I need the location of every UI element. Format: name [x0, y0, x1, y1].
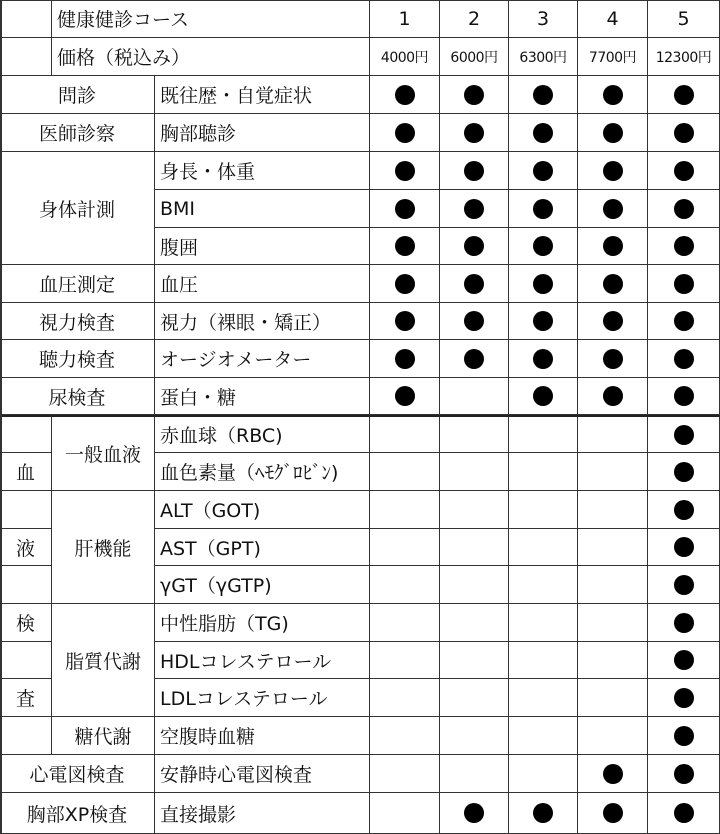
included-mark: [395, 236, 415, 256]
included-mark: [395, 386, 415, 406]
included-mark: [395, 311, 415, 331]
exam-item-3: 身長・体重: [155, 152, 370, 190]
mark-cell: [578, 152, 648, 190]
mark-cell: [578, 303, 648, 340]
mark-cell: [509, 529, 578, 566]
included-mark: [464, 349, 484, 369]
blood-label-char-2: 液: [0, 529, 52, 566]
mark-cell: [509, 114, 578, 152]
header-blank-2: [0, 38, 52, 76]
mark-cell: [370, 717, 440, 755]
exam-item-14: γGT（γGTP): [155, 566, 370, 604]
mark-cell: [440, 303, 509, 340]
mark-cell: [648, 303, 720, 340]
included-mark: [464, 85, 484, 105]
category-kanki: 肝機能: [52, 491, 155, 604]
included-mark: [533, 274, 553, 294]
mark-cell: [440, 378, 509, 415]
mark-cell: [370, 228, 440, 265]
mark-cell: [440, 114, 509, 152]
mark-cell: [370, 340, 440, 378]
mark-cell: [509, 642, 578, 679]
blood-label-char-3: 検: [0, 604, 52, 642]
mark-cell: [509, 566, 578, 604]
exam-item-10: 赤血球（RBC): [155, 415, 370, 453]
included-mark: [533, 199, 553, 219]
included-mark: [464, 161, 484, 181]
category-shishitsu: 脂質代謝: [52, 604, 155, 717]
mark-cell: [578, 378, 648, 415]
exam-item-9: 蛋白・糖: [155, 378, 370, 415]
included-mark: [603, 123, 623, 143]
included-mark: [395, 161, 415, 181]
mark-cell: [648, 76, 720, 114]
mark-cell: [370, 378, 440, 415]
mark-cell: [370, 114, 440, 152]
mark-cell: [509, 303, 578, 340]
category-choryoku: 聴力検査: [0, 340, 155, 378]
mark-cell: [370, 491, 440, 529]
mark-cell: [509, 679, 578, 717]
mark-cell: [370, 415, 440, 453]
mark-cell: [578, 190, 648, 228]
included-mark: [674, 613, 694, 633]
mark-cell: [648, 415, 720, 453]
mark-cell: [648, 190, 720, 228]
included-mark: [603, 803, 623, 823]
exam-item-11: 血色素量（ﾍﾓｸﾞﾛﾋﾞﾝ): [155, 453, 370, 491]
included-mark: [395, 349, 415, 369]
category-ketsuatsu: 血圧測定: [0, 265, 155, 303]
category-shintai: 身体計測: [0, 152, 155, 265]
included-mark: [674, 311, 694, 331]
mark-cell: [370, 755, 440, 793]
mark-cell: [648, 453, 720, 491]
included-mark: [603, 161, 623, 181]
included-mark: [395, 274, 415, 294]
included-mark: [395, 85, 415, 105]
mark-cell: [578, 566, 648, 604]
mark-cell: [648, 340, 720, 378]
included-mark: [464, 123, 484, 143]
mark-cell: [648, 566, 720, 604]
mark-cell: [440, 755, 509, 793]
mark-cell: [578, 604, 648, 642]
course-price-1: 4000円: [370, 38, 440, 76]
mark-cell: [509, 415, 578, 453]
mark-cell: [370, 265, 440, 303]
included-mark: [674, 764, 694, 784]
mark-cell: [509, 76, 578, 114]
included-mark: [674, 726, 694, 746]
included-mark: [395, 123, 415, 143]
mark-cell: [648, 679, 720, 717]
mark-cell: [648, 491, 720, 529]
blood-label-cell-3: [0, 566, 52, 604]
mark-cell: [509, 453, 578, 491]
mark-cell: [509, 755, 578, 793]
exam-item-18: 空腹時血糖: [155, 717, 370, 755]
price-title: 価格（税込み）: [52, 38, 370, 76]
mark-cell: [370, 152, 440, 190]
included-mark: [674, 500, 694, 520]
mark-cell: [370, 793, 440, 834]
mark-cell: [440, 265, 509, 303]
category-nyo: 尿検査: [0, 378, 155, 415]
mark-cell: [509, 190, 578, 228]
course-number-3: 3: [509, 0, 578, 38]
included-mark: [674, 236, 694, 256]
blood-label-cell-2: [0, 491, 52, 529]
category-shindenzu: 心電図検査: [0, 755, 155, 793]
mark-cell: [509, 491, 578, 529]
category-shiryoku: 視力検査: [0, 303, 155, 340]
category-monshin: 問診: [0, 76, 155, 114]
course-number-4: 4: [578, 0, 648, 38]
mark-cell: [440, 340, 509, 378]
mark-cell: [578, 529, 648, 566]
mark-cell: [509, 604, 578, 642]
included-mark: [674, 161, 694, 181]
included-mark: [603, 764, 623, 784]
mark-cell: [578, 717, 648, 755]
included-mark: [533, 349, 553, 369]
included-mark: [674, 650, 694, 670]
mark-cell: [370, 190, 440, 228]
mark-cell: [578, 114, 648, 152]
exam-item-15: 中性脂肪（TG): [155, 604, 370, 642]
mark-cell: [509, 340, 578, 378]
mark-cell: [578, 265, 648, 303]
included-mark: [533, 161, 553, 181]
mark-cell: [440, 453, 509, 491]
included-mark: [674, 386, 694, 406]
mark-cell: [440, 152, 509, 190]
included-mark: [533, 123, 553, 143]
included-mark: [674, 462, 694, 482]
course-price-4: 7700円: [578, 38, 648, 76]
mark-cell: [509, 265, 578, 303]
mark-cell: [440, 566, 509, 604]
mark-cell: [648, 642, 720, 679]
included-mark: [674, 85, 694, 105]
mark-cell: [578, 793, 648, 834]
course-price-2: 6000円: [440, 38, 509, 76]
category-kyobu: 胸部XP検査: [0, 793, 155, 834]
included-mark: [464, 311, 484, 331]
exam-item-17: LDLコレステロール: [155, 679, 370, 717]
mark-cell: [440, 604, 509, 642]
included-mark: [533, 85, 553, 105]
exam-item-6: 血圧: [155, 265, 370, 303]
included-mark: [674, 199, 694, 219]
mark-cell: [578, 228, 648, 265]
included-mark: [674, 803, 694, 823]
mark-cell: [509, 228, 578, 265]
included-mark: [533, 386, 553, 406]
mark-cell: [578, 679, 648, 717]
included-mark: [603, 349, 623, 369]
course-price-5: 12300円: [648, 38, 720, 76]
mark-cell: [648, 228, 720, 265]
blood-label-char-4: 査: [0, 679, 52, 717]
exam-item-13: AST（GPT): [155, 529, 370, 566]
mark-cell: [578, 415, 648, 453]
exam-item-19: 安静時心電図検査: [155, 755, 370, 793]
included-mark: [395, 199, 415, 219]
mark-cell: [370, 642, 440, 679]
exam-item-16: HDLコレステロール: [155, 642, 370, 679]
category-totaisha: 糖代謝: [52, 717, 155, 755]
mark-cell: [440, 717, 509, 755]
mark-cell: [578, 453, 648, 491]
mark-cell: [440, 529, 509, 566]
mark-cell: [509, 152, 578, 190]
exam-item-20: 直接撮影: [155, 793, 370, 834]
course-number-2: 2: [440, 0, 509, 38]
mark-cell: [440, 415, 509, 453]
blood-label-cell-5: [0, 717, 52, 755]
mark-cell: [440, 642, 509, 679]
course-number-1: 1: [370, 0, 440, 38]
course-price-3: 6300円: [509, 38, 578, 76]
included-mark: [674, 425, 694, 445]
mark-cell: [648, 378, 720, 415]
mark-cell: [578, 642, 648, 679]
exam-item-5: 腹囲: [155, 228, 370, 265]
included-mark: [674, 274, 694, 294]
mark-cell: [578, 755, 648, 793]
included-mark: [464, 274, 484, 294]
included-mark: [464, 803, 484, 823]
category-ippan: 一般血液: [52, 415, 155, 491]
included-mark: [674, 349, 694, 369]
category-ishi: 医師診察: [0, 114, 155, 152]
included-mark: [603, 85, 623, 105]
mark-cell: [648, 793, 720, 834]
mark-cell: [440, 793, 509, 834]
included-mark: [674, 575, 694, 595]
mark-cell: [440, 228, 509, 265]
mark-cell: [370, 604, 440, 642]
mark-cell: [370, 76, 440, 114]
mark-cell: [440, 76, 509, 114]
blood-label-char-1: 血: [0, 453, 52, 491]
included-mark: [674, 688, 694, 708]
mark-cell: [578, 340, 648, 378]
blood-label-cell-1: [0, 415, 52, 453]
exam-item-7: 視力（裸眼・矯正）: [155, 303, 370, 340]
included-mark: [603, 236, 623, 256]
included-mark: [464, 199, 484, 219]
blood-label-cell-4: [0, 642, 52, 679]
included-mark: [533, 236, 553, 256]
mark-cell: [509, 793, 578, 834]
mark-cell: [370, 566, 440, 604]
exam-item-12: ALT（GOT): [155, 491, 370, 529]
included-mark: [533, 803, 553, 823]
course-title: 健康健診コース: [52, 0, 370, 38]
included-mark: [603, 199, 623, 219]
exam-item-8: オージオメーター: [155, 340, 370, 378]
mark-cell: [578, 491, 648, 529]
included-mark: [674, 123, 694, 143]
exam-item-2: 胸部聴診: [155, 114, 370, 152]
mark-cell: [370, 529, 440, 566]
mark-cell: [648, 152, 720, 190]
included-mark: [603, 386, 623, 406]
header-blank: [0, 0, 52, 38]
included-mark: [533, 311, 553, 331]
mark-cell: [440, 491, 509, 529]
mark-cell: [648, 265, 720, 303]
included-mark: [603, 311, 623, 331]
mark-cell: [648, 529, 720, 566]
mark-cell: [370, 303, 440, 340]
mark-cell: [648, 604, 720, 642]
mark-cell: [648, 114, 720, 152]
mark-cell: [648, 755, 720, 793]
mark-cell: [370, 679, 440, 717]
course-number-5: 5: [648, 0, 720, 38]
included-mark: [464, 236, 484, 256]
mark-cell: [440, 679, 509, 717]
mark-cell: [440, 190, 509, 228]
mark-cell: [370, 453, 440, 491]
included-mark: [674, 537, 694, 557]
mark-cell: [648, 717, 720, 755]
included-mark: [603, 274, 623, 294]
mark-cell: [509, 378, 578, 415]
mark-cell: [578, 76, 648, 114]
exam-item-1: 既往歴・自覚症状: [155, 76, 370, 114]
mark-cell: [509, 717, 578, 755]
exam-item-4: BMI: [155, 190, 370, 228]
